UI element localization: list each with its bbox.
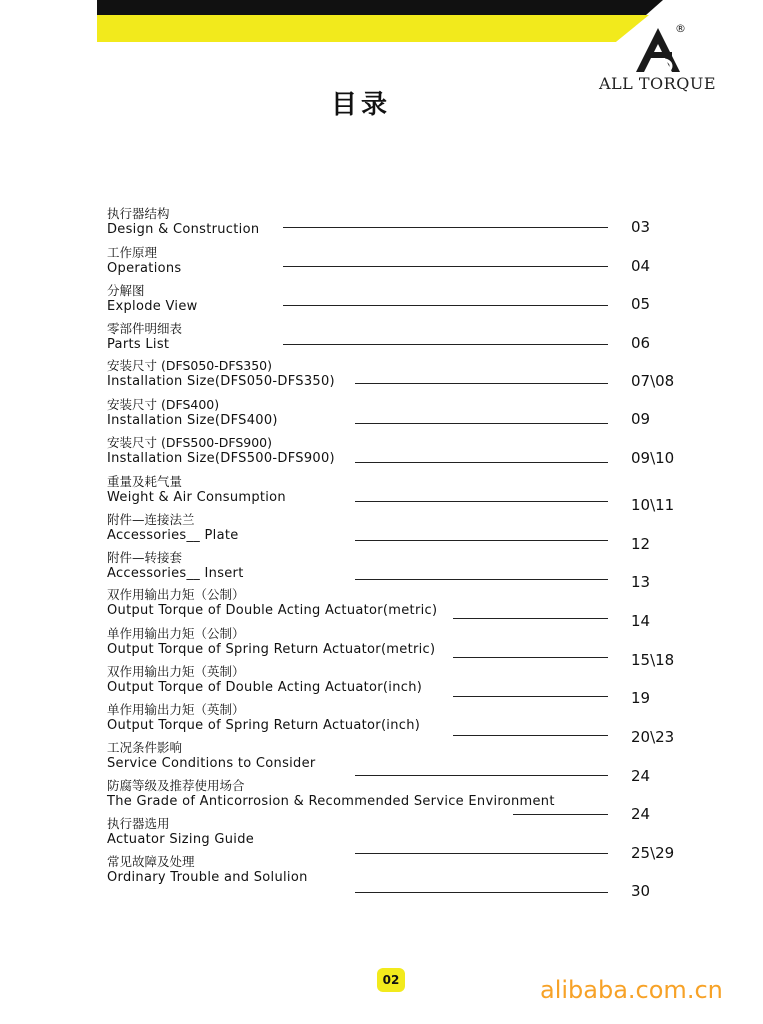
toc-entry[interactable] — [107, 626, 687, 669]
watermark-text: alibaba.com.cn — [540, 976, 723, 1004]
toc-entry[interactable] — [107, 397, 687, 436]
toc-page-number: 19 — [631, 689, 651, 707]
toc-entry[interactable] — [107, 550, 687, 589]
toc-leader-line — [453, 696, 608, 697]
toc-page-number: 07\08 — [631, 372, 675, 390]
toc-title-cn: 常见故障及处理 — [107, 854, 195, 869]
toc-entry[interactable] — [107, 512, 687, 551]
toc-page-number: 06 — [631, 334, 651, 352]
toc-leader-line — [355, 501, 608, 502]
toc-page-number: 20\23 — [631, 728, 675, 746]
toc-leader-line — [283, 305, 608, 306]
toc-title-en: Installation Size(DFS400) — [107, 413, 278, 428]
toc-page-number: 12 — [631, 535, 651, 553]
toc-leader-line — [453, 618, 608, 619]
toc-title-cn: 执行器选用 — [107, 816, 170, 831]
toc-title-cn: 防腐等级及推荐使用场合 — [107, 778, 245, 793]
toc-title-cn: 重量及耗气量 — [107, 474, 183, 489]
toc-title-en: Output Torque of Spring Return Actuator(metric) — [107, 642, 436, 657]
toc-leader-line — [283, 266, 608, 267]
toc-entry[interactable] — [107, 664, 687, 707]
toc-title-cn: 工况条件影响 — [107, 740, 183, 755]
toc-title-cn: 单作用输出力矩（公制） — [107, 626, 245, 641]
toc-leader-line — [355, 579, 608, 580]
toc-leader-line — [355, 540, 608, 541]
toc-page-number: 30 — [631, 882, 651, 900]
toc-title-en: Accessories__ Insert — [107, 566, 244, 581]
toc-title-cn: 双作用输出力矩（英制） — [107, 664, 245, 679]
toc-title-cn: 分解图 — [107, 283, 145, 298]
toc-title-en: Operations — [107, 261, 182, 276]
toc-entry[interactable] — [107, 587, 687, 630]
toc-entry[interactable] — [107, 702, 687, 746]
toc-entry[interactable] — [107, 358, 687, 397]
logo-text: ALL TORQUE — [598, 74, 716, 93]
toc-page-number: 10\11 — [631, 496, 675, 514]
toc-title-en: Output Torque of Spring Return Actuator(inch) — [107, 718, 421, 733]
toc-entry[interactable] — [107, 435, 687, 474]
toc-entry[interactable] — [107, 854, 687, 900]
toc-title-cn: 执行器结构 — [107, 206, 170, 221]
toc-page-number: 24 — [631, 767, 651, 785]
toc-page-number: 03 — [631, 218, 651, 236]
toc-leader-line — [355, 423, 608, 424]
toc-title-cn: 单作用输出力矩（英制） — [107, 702, 245, 717]
toc-page-number: 15\18 — [631, 651, 675, 669]
header-black-band — [97, 0, 663, 15]
toc-title-en: The Grade of Anticorrosion & Recommended Service Environment — [107, 794, 555, 809]
page-number-badge: 02 — [377, 968, 405, 992]
toc-title-cn: 附件—连接法兰 — [107, 512, 195, 527]
header-yellow-band — [97, 15, 649, 42]
toc-page-number: 04 — [631, 257, 651, 275]
page-title: 目录 — [331, 90, 392, 120]
toc-title-cn: 双作用输出力矩（公制） — [107, 587, 245, 602]
toc-leader-line — [453, 657, 608, 658]
toc-entry[interactable] — [107, 321, 687, 360]
toc-title-en: Ordinary Trouble and Solulion — [107, 870, 308, 885]
toc-title-en: Installation Size(DFS050-DFS350) — [107, 374, 335, 389]
toc-leader-line — [355, 383, 608, 384]
toc-title-en: Output Torque of Double Acting Actuator(inch) — [107, 680, 423, 695]
toc-entry[interactable] — [107, 283, 687, 322]
toc-leader-line — [355, 462, 608, 463]
toc-page-number: 24 — [631, 805, 651, 823]
toc-entry[interactable] — [107, 778, 687, 823]
toc-title-en: Service Conditions to Consider — [107, 756, 316, 771]
toc-leader-line — [355, 892, 608, 893]
toc-title-en: Actuator Sizing Guide — [107, 832, 255, 847]
toc-page-number: 05 — [631, 295, 651, 313]
toc-leader-line — [283, 344, 608, 345]
registered-mark: ® — [675, 22, 686, 35]
toc-title-en: Parts List — [107, 337, 170, 352]
toc-title-cn: 零部件明细表 — [107, 321, 183, 336]
toc-title-en: Accessories__ Plate — [107, 528, 239, 543]
toc-page-number: 14 — [631, 612, 651, 630]
toc-title-cn: 安装尺寸 (DFS500-DFS900) — [107, 435, 273, 450]
toc-title-en: Installation Size(DFS500-DFS900) — [107, 451, 335, 466]
brand-logo — [590, 22, 725, 94]
toc-title-cn: 附件—转接套 — [107, 550, 183, 565]
toc-entry[interactable] — [107, 206, 687, 245]
toc-page-number: 25\29 — [631, 844, 675, 862]
toc-title-cn: 安装尺寸 (DFS400) — [107, 397, 220, 412]
toc-title-en: Design & Construction — [107, 222, 260, 237]
toc-page-number: 13 — [631, 573, 651, 591]
toc-leader-line — [513, 814, 608, 815]
toc-title-en: Explode View — [107, 299, 198, 314]
toc-title-en: Weight & Air Consumption — [107, 490, 286, 505]
toc-entry[interactable] — [107, 740, 687, 785]
toc-entry[interactable] — [107, 474, 687, 513]
toc-page-number: 09\10 — [631, 449, 675, 467]
toc-page-number: 09 — [631, 410, 651, 428]
toc-title-en: Output Torque of Double Acting Actuator(metric) — [107, 603, 438, 618]
toc-entry[interactable] — [107, 245, 687, 284]
toc-leader-line — [453, 735, 608, 736]
toc-leader-line — [355, 775, 608, 776]
toc-title-cn: 安装尺寸 (DFS050-DFS350) — [107, 358, 273, 373]
toc-title-cn: 工作原理 — [107, 245, 158, 260]
toc-leader-line — [283, 227, 608, 228]
